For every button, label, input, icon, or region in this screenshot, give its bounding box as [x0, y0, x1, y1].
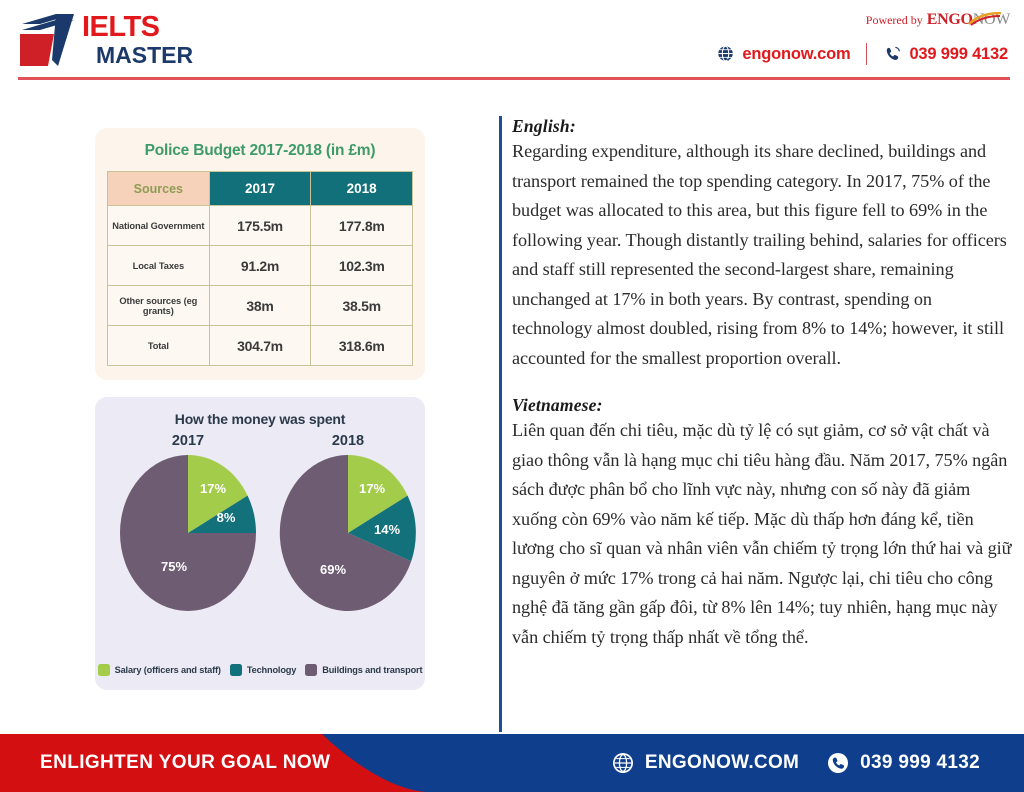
- slice-label-salary-2017: 17%: [199, 481, 227, 496]
- header-website-text: engonow.com: [742, 44, 851, 63]
- globe-icon: [612, 752, 634, 774]
- swoosh-icon: [968, 12, 1002, 26]
- pie-year-label-2018: 2018: [331, 433, 365, 449]
- row-value-2018: 38.5m: [311, 286, 413, 326]
- footer-phone-text: 039 999 4132: [860, 752, 980, 773]
- footer-phone[interactable]: [827, 752, 980, 774]
- table-row: [108, 246, 413, 286]
- paragraph-spacer: [512, 373, 1012, 395]
- legend-swatch-technology: [230, 664, 242, 676]
- pie-chart-title: How the money was spent: [174, 411, 346, 427]
- table-col-sources: Sources: [108, 172, 210, 206]
- row-label: Total: [108, 326, 210, 366]
- pie-year-label-2017: 2017: [171, 433, 205, 449]
- pie-charts-area: [105, 433, 415, 648]
- phone-icon: [883, 45, 902, 64]
- pie-chart-2017: [113, 433, 263, 613]
- pie-chart-2018: [273, 433, 423, 613]
- row-value-2018: 102.3m: [311, 246, 413, 286]
- footer-website-text: ENGONOW.COM: [644, 752, 800, 773]
- phone-icon: [827, 752, 849, 774]
- table-col-2017: 2017: [209, 172, 311, 206]
- slice-label-technology-2018: 14%: [373, 522, 401, 537]
- slice-label-buildings-2017: 75%: [160, 559, 188, 574]
- header-divider: [866, 43, 867, 65]
- header-phone-text: 039 999 4132: [909, 44, 1008, 63]
- row-label: Local Taxes: [108, 246, 210, 286]
- row-value-2017: 38m: [209, 286, 311, 326]
- table-row: [108, 326, 413, 366]
- row-value-2017: 91.2m: [209, 246, 311, 286]
- header-phone[interactable]: [883, 45, 1008, 64]
- logo-line-ielts: IELTS: [82, 11, 160, 43]
- row-label: National Government: [108, 206, 210, 246]
- engonow-brand-light: NOW: [972, 11, 1010, 28]
- vietnamese-paragraph: Liên quan đến chi tiêu, mặc dù tỷ lệ có sụt giảm, cơ sở vật chất và giao thông vẫn là hạng mục chi tiêu hàng đầu. Năm 2017, 75% ngân sách được phân bổ cho lĩnh vực này, nhưng con số này đã giảm xuống còn 69% vào năm kế tiếp. Mặc dù thấp hơn đáng kể, tiền lương cho sĩ quan và nhân viên vẫn chiếm tỷ trọng lớn thứ hai và giữ nguyên ở mức 17% trong cả hai năm. Ngược lại, chi tiêu cho công nghệ đã tăng gần gấp đôi, từ 8% lên 14%; tuy nhiên, hạng mục này vẫn chiếm tỷ trọng thấp nhất về tổng thể.: [512, 420, 1012, 647]
- page-footer: [0, 734, 1024, 792]
- slice-label-buildings-2018: 69%: [319, 562, 347, 577]
- slice-label-technology-2017: 8%: [216, 510, 236, 525]
- table-row: [108, 286, 413, 326]
- header-contact-row: [716, 43, 1008, 65]
- powered-by-engonow: [866, 10, 1010, 30]
- english-heading: English:: [512, 116, 576, 136]
- globe-icon: [716, 45, 735, 64]
- vietnamese-heading: Vietnamese:: [512, 395, 603, 415]
- table-col-2018: 2018: [311, 172, 413, 206]
- table-row: [108, 206, 413, 246]
- figures-column: [95, 128, 425, 690]
- english-paragraph: Regarding expenditure, although its share declined, buildings and transport remained the top spending category. In 2017, 75% of the budget was allocated to this area, but this figure fell to 69% in the following year. Though distantly trailing behind, salaries for officers and staff still represented the second-largest share, remaining unchanged at 17% in both years. By contrast, spending on technology almost doubled, rising from 8% to 14%; however, it still accounted for the smallest proportion overall.: [512, 141, 1007, 368]
- page-header: [0, 0, 1024, 78]
- budget-table-card: [95, 128, 425, 380]
- row-value-2017: 304.7m: [209, 326, 311, 366]
- left-accent-rule: [499, 116, 502, 732]
- row-value-2017: 175.5m: [209, 206, 311, 246]
- slice-label-salary-2018: 17%: [358, 481, 386, 496]
- table-header-row: [108, 172, 413, 206]
- logo-wordmark: [82, 12, 193, 68]
- powered-by-label: Powered by: [865, 12, 923, 27]
- brand-logo[interactable]: [18, 8, 218, 70]
- legend-label-salary: Salary (officers and staff): [114, 665, 221, 675]
- budget-table: [107, 171, 413, 366]
- header-website[interactable]: [716, 45, 850, 64]
- legend-label-buildings: Buildings and transport: [322, 665, 423, 675]
- row-value-2018: 318.6m: [311, 326, 413, 366]
- pie-chart-legend: [95, 664, 425, 676]
- footer-contact-row: [612, 734, 980, 792]
- pie-2017-graphic: [117, 453, 259, 613]
- footer-slogan: ENLIGHTEN YOUR GOAL NOW: [40, 752, 331, 773]
- legend-item-technology: [230, 664, 296, 676]
- budget-table-title: Police Budget 2017-2018 (in £m): [144, 142, 376, 159]
- answer-text-body: [512, 116, 1012, 652]
- pie-2018-graphic: [277, 453, 419, 613]
- legend-label-technology: Technology: [246, 665, 297, 675]
- legend-item-buildings: [305, 664, 422, 676]
- row-value-2018: 177.8m: [311, 206, 413, 246]
- ielts-master-logo-icon: [18, 10, 78, 68]
- answer-text-column: [499, 116, 1014, 732]
- engonow-brand-bold: ENGO: [926, 11, 973, 28]
- logo-line-master: MASTER: [96, 42, 194, 68]
- legend-item-salary: [98, 664, 221, 676]
- legend-swatch-salary: [98, 664, 110, 676]
- row-label: Other sources (eg grants): [108, 286, 210, 326]
- header-red-divider: [18, 77, 1010, 80]
- pie-chart-card: [95, 397, 425, 690]
- footer-website[interactable]: [612, 752, 799, 774]
- legend-swatch-buildings: [305, 664, 317, 676]
